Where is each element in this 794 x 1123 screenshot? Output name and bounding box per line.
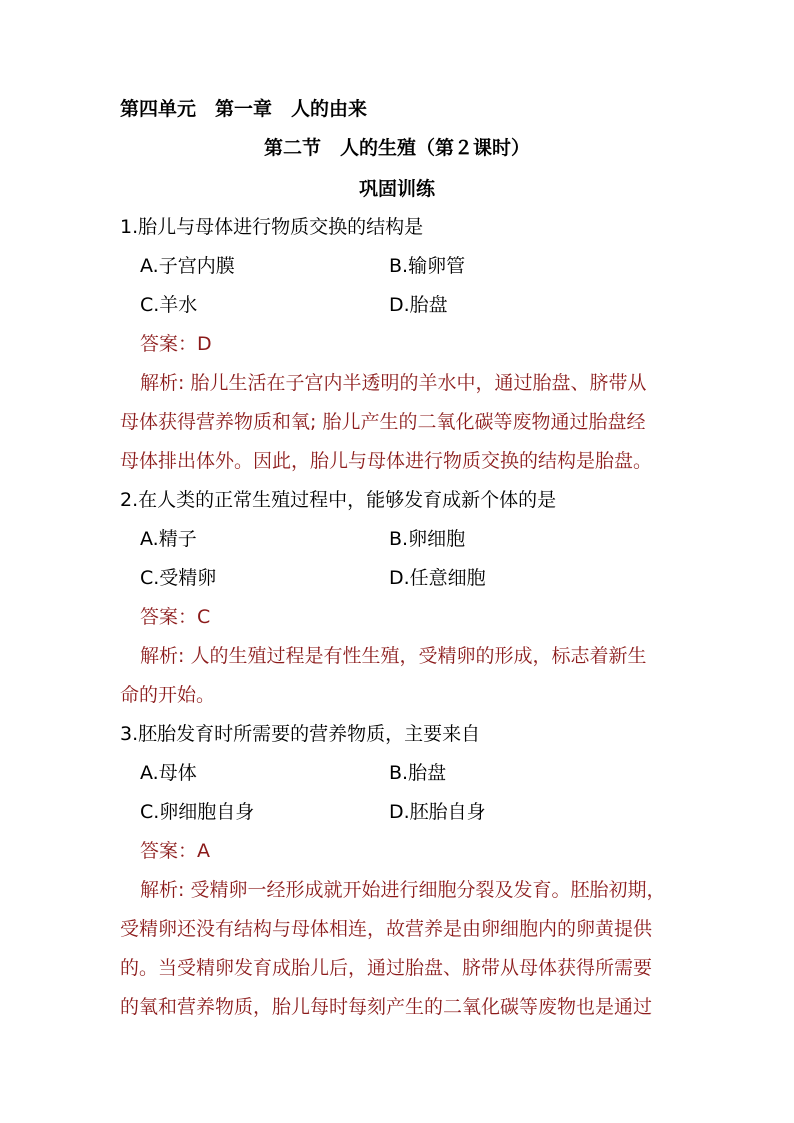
question-2-explanation-line: 解析: 人的生殖过程是有性生殖，受精卵的形成，标志着新生: [140, 645, 647, 667]
question-1-option-b: B.输卵管: [389, 255, 466, 277]
question-3-option-b: B.胎盘: [389, 762, 447, 784]
question-3-option-a: A.母体: [140, 762, 197, 784]
question-3-answer: 答案：A: [140, 840, 210, 862]
question-1-explanation-line: 母体获得营养物质和氧; 胎儿产生的二氧化碳等废物通过胎盘经: [120, 411, 646, 433]
question-2-stem: 2.在人类的正常生殖过程中，能够发育成新个体的是: [120, 489, 557, 511]
question-3-explanation-line: 解析: 受精卵一经形成就开始进行细胞分裂及发育。胚胎初期，: [140, 879, 666, 901]
question-2-option-c: C.受精卵: [140, 567, 217, 589]
question-3-option-d: D.胚胎自身: [389, 801, 486, 823]
question-1-option-a: A.子宫内膜: [140, 255, 235, 277]
question-1-answer: 答案：D: [140, 333, 212, 355]
section-title: 第二节 人的生殖（第２课时）: [263, 137, 530, 159]
question-2-option-a: A.精子: [140, 528, 197, 550]
question-2-explanation-line: 命的开始。: [120, 684, 216, 706]
question-2-option-b: B.卵细胞: [389, 528, 466, 550]
question-1-stem: 1.胎儿与母体进行物质交换的结构是: [120, 216, 424, 238]
question-2-answer: 答案：C: [140, 606, 211, 628]
question-3-explanation-line: 受精卵还没有结构与母体相连，故营养是由卵细胞内的卵黄提供: [120, 918, 653, 940]
question-3-explanation-line: 的。当受精卵发育成胎儿后，通过胎盘、脐带从母体获得所需要: [120, 957, 653, 979]
question-3-option-c: C.卵细胞自身: [140, 801, 255, 823]
exercise-title: 巩固训练: [358, 178, 435, 200]
question-3-stem: 3.胚胎发育时所需要的营养物质，主要来自: [120, 723, 481, 745]
unit-title: 第四单元 第一章 人的由来: [120, 98, 368, 120]
question-2-option-d: D.任意细胞: [389, 567, 486, 589]
question-3-explanation-line: 的氧和营养物质，胎儿每时每刻产生的二氧化碳等废物也是通过: [120, 996, 653, 1018]
question-1-explanation-line: 母体排出体外。因此，胎儿与母体进行物质交换的结构是胎盘。: [120, 450, 653, 472]
question-1-option-c: C.羊水: [140, 294, 198, 316]
question-1-option-d: D.胎盘: [389, 294, 448, 316]
question-1-explanation-line: 解析: 胎儿生活在子宫内半透明的羊水中，通过胎盘、脐带从: [140, 372, 647, 394]
